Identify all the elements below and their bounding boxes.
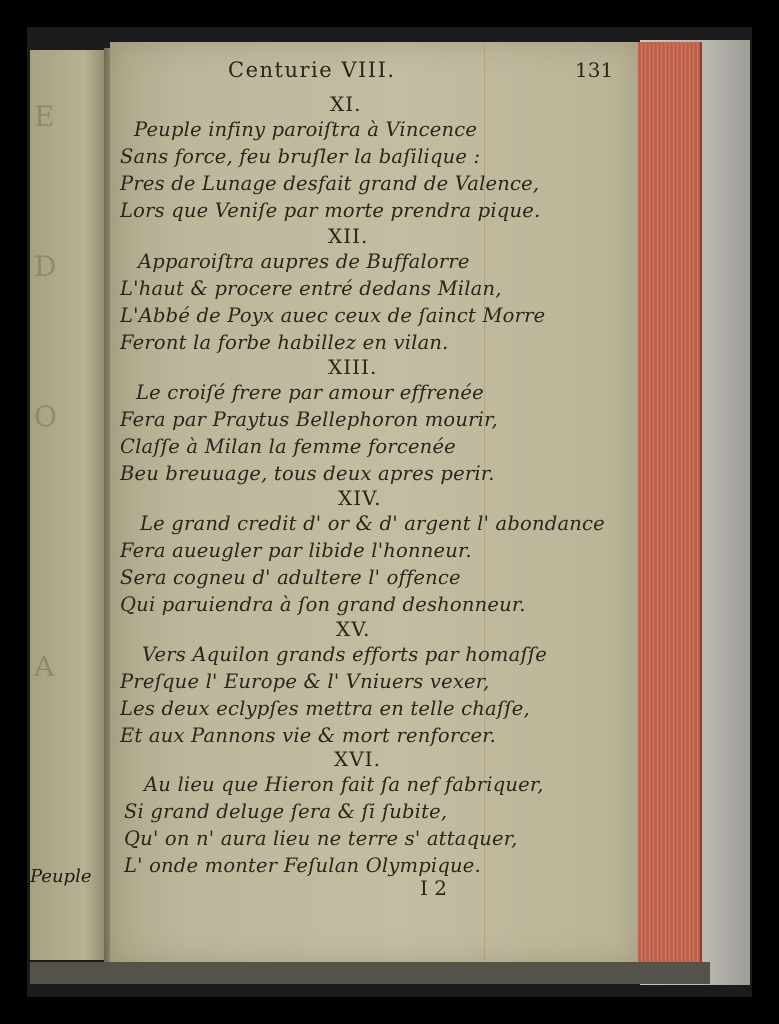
stanza-number: XI. [330, 92, 362, 116]
red-page-edges [630, 42, 702, 972]
verse-line: L' onde monter Feſulan Olympique. [124, 854, 481, 877]
signature-mark: I 2 [420, 876, 447, 900]
stanza-number: XII. [328, 224, 369, 248]
verse-line: Si grand deluge ſera & ſi ſubite, [124, 800, 448, 823]
book-bottom-edge [30, 962, 710, 984]
show-through-mark: A [34, 650, 56, 683]
verse-line: Preſque l' Europe & l' Vniuers vexer, [120, 670, 490, 693]
verse-line: Pres de Lunage desfait grand de Valence, [120, 172, 540, 195]
verse-line: Sans force, feu bruſler la baſilique : [120, 145, 481, 168]
stanza-number: XV. [336, 617, 371, 641]
verse-line: Qu' on n' aura lieu ne terre s' attaquer, [124, 827, 518, 850]
verse-line: Peuple infiny paroiſtra à Vincence [134, 118, 478, 141]
stanza-number: XIV. [338, 486, 382, 510]
verse-line: Feront la forbe habillez en vilan. [120, 331, 449, 354]
verse-line: Au lieu que Hieron fait ſa nef fabriquer, [144, 773, 544, 796]
folio-number: 131 [575, 58, 614, 82]
verse-line: Claſſe à Milan la femme forcenée [120, 435, 456, 458]
verse-line: Apparoiſtra aupres de Buffalorre [138, 250, 470, 273]
verse-line: Les deux eclypſes mettra en telle chaſſe, [120, 697, 530, 720]
running-head: Centurie VIII. [228, 58, 396, 82]
verse-line: Vers Aquilon grands efforts par homaſſe [142, 643, 548, 666]
stanza-number: XIII. [328, 355, 378, 379]
verse-line: Le croiſé frere par amour effrenée [136, 381, 484, 404]
show-through-mark: O [34, 400, 58, 433]
show-through-mark: E [34, 100, 56, 133]
verse-line: Beu breuuage, tous deux apres perir. [120, 462, 495, 485]
verse-line: Lors que Veniſe par morte prendra pique. [120, 199, 541, 222]
verse-line: Fera par Praytus Bellephoron mourir, [120, 408, 498, 431]
verse-line: Qui paruiendra à ſon grand deshonneur. [120, 593, 526, 616]
left-page [30, 50, 108, 960]
show-through-mark: D [34, 250, 58, 283]
verse-line: Sera cogneu d' adultere l' offence [120, 566, 461, 589]
stanza-number: XVI. [334, 747, 381, 771]
verse-line: Fera aueugler par libide l'honneur. [120, 539, 472, 562]
verse-line: Et aux Pannons vie & mort renforcer. [120, 724, 497, 747]
verse-line: L'haut & procere entré dedans Milan, [120, 277, 502, 300]
verse-line: Le grand credit d' or & d' argent l' abondance [140, 512, 605, 535]
catchword: Peuple [30, 866, 92, 887]
verse-line: L'Abbé de Poyx auec ceux de ſainct Morre [120, 304, 546, 327]
